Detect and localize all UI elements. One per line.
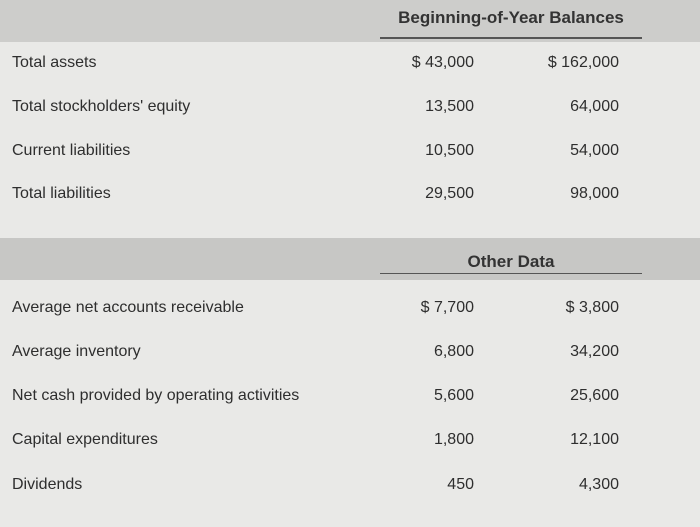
table-row (0, 425, 700, 455)
row-value-1: 450 (447, 476, 474, 493)
row-label: Dividends (12, 476, 83, 493)
row-value-2: $ 3,800 (565, 299, 619, 316)
table-row (0, 92, 700, 122)
row-label: Average net accounts receivable (12, 299, 244, 316)
row-value-1: $ 43,000 (411, 54, 474, 71)
row-value-2: 12,100 (570, 431, 619, 448)
row-label: Average inventory (12, 343, 141, 360)
table-row (0, 48, 700, 78)
row-label: Total liabilities (12, 185, 111, 202)
row-value-1: 5,600 (433, 387, 474, 404)
table-row (0, 136, 700, 166)
row-value-1: 10,500 (425, 142, 474, 159)
row-value-2: 64,000 (570, 98, 619, 115)
row-value-2: 34,200 (570, 343, 619, 360)
table-row (0, 179, 700, 209)
table-row (0, 337, 700, 367)
row-label: Capital expenditures (12, 431, 158, 448)
row-value-1: 13,500 (425, 98, 474, 115)
row-value-2: 25,600 (570, 387, 619, 404)
row-value-1: $ 7,700 (420, 299, 474, 316)
row-value-2: 98,000 (570, 185, 619, 202)
balances-header: Beginning-of-Year Balances (398, 8, 624, 27)
table-row (0, 470, 700, 500)
row-label: Total assets (12, 54, 97, 71)
row-label: Net cash provided by operating activities (12, 387, 300, 404)
row-value-1: 1,800 (433, 431, 474, 448)
row-label: Total stockholders' equity (12, 98, 191, 115)
row-value-1: 29,500 (425, 185, 474, 202)
row-value-2: $ 162,000 (547, 54, 619, 71)
row-value-2: 4,300 (578, 476, 619, 493)
table-row (0, 293, 700, 323)
balances-header-rule (380, 37, 642, 39)
row-label: Current liabilities (12, 142, 131, 159)
other-data-header-rule (380, 273, 642, 274)
other-data-header-band (0, 238, 700, 280)
balances-header-band (0, 0, 700, 42)
row-value-2: 54,000 (570, 142, 619, 159)
row-value-1: 6,800 (433, 343, 474, 360)
other-data-header: Other Data (467, 252, 555, 271)
table-row (0, 381, 700, 411)
